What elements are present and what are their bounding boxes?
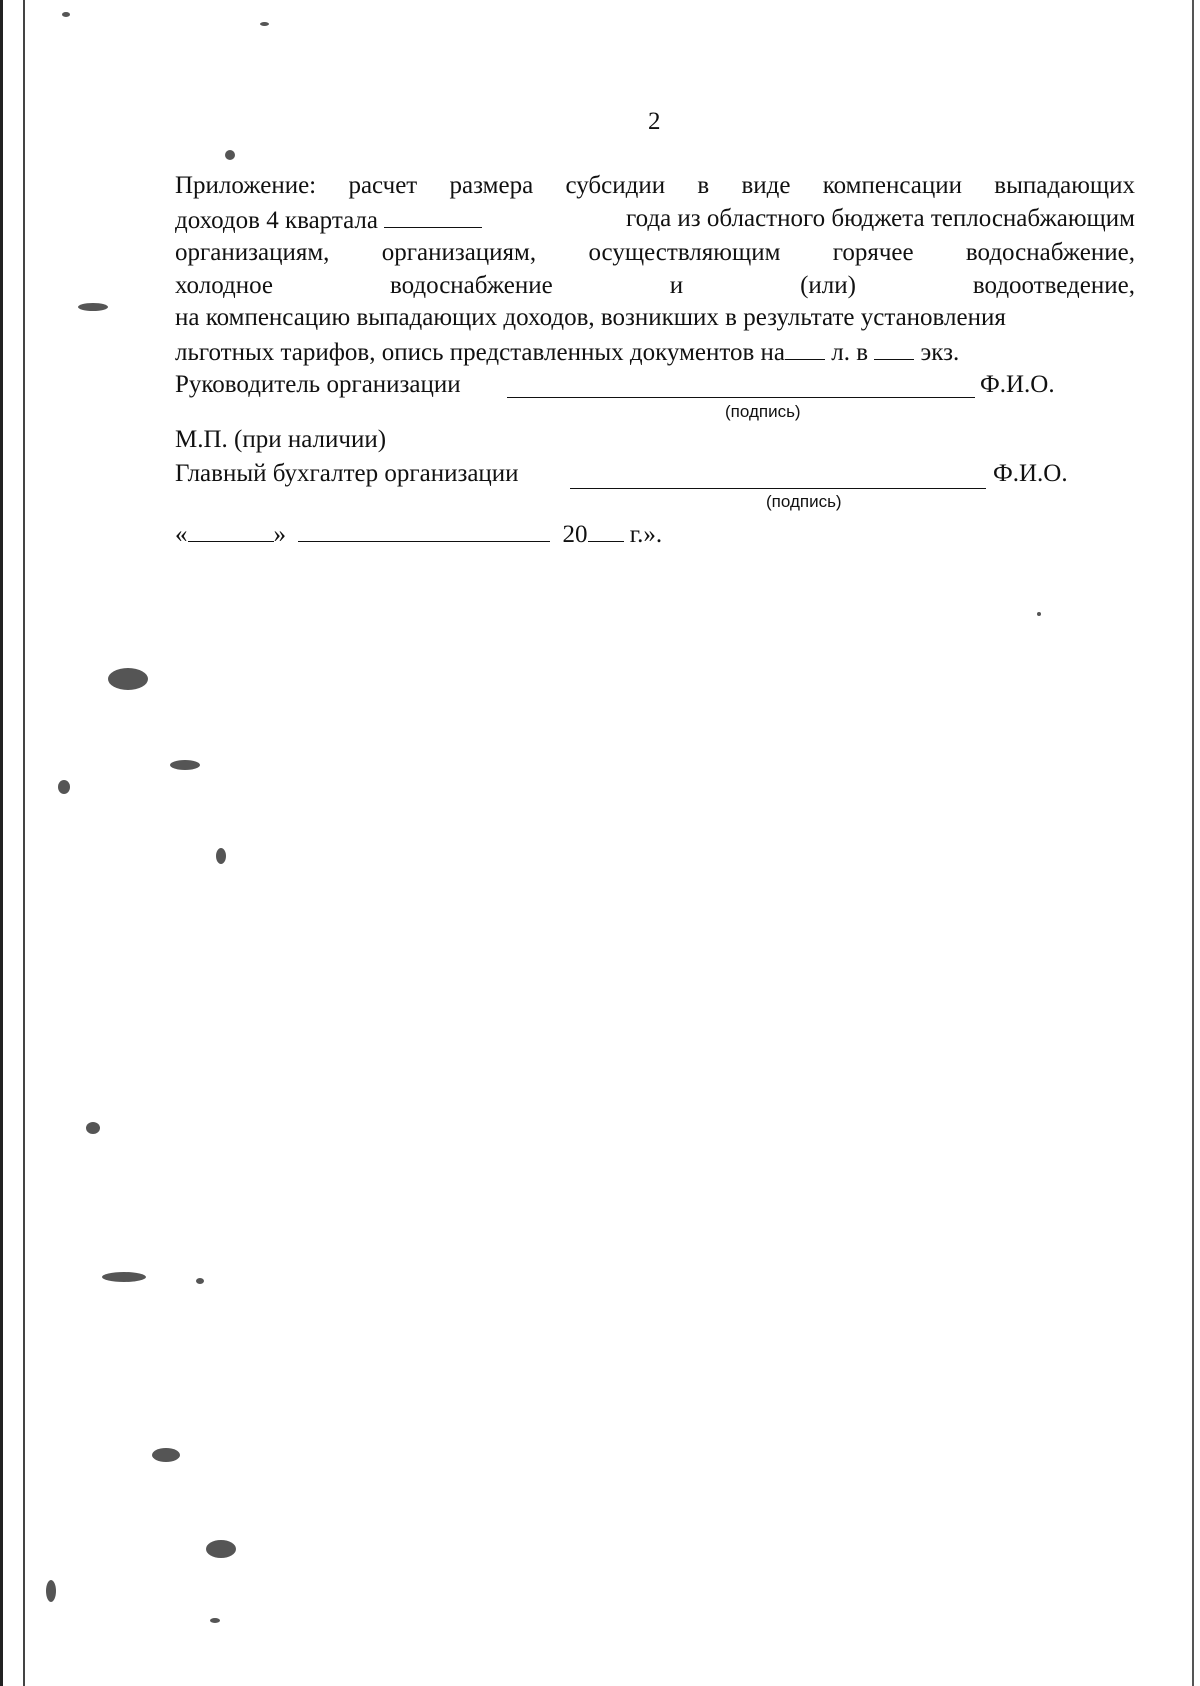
head-fio: Ф.И.О. [980,371,1055,398]
accountant-fio: Ф.И.О. [993,460,1068,487]
word: осуществляющим [588,239,781,266]
document-body [175,170,1135,401]
year-blank-date [588,517,624,542]
appendix-line-4 [175,270,1135,303]
appendix-line-6 [175,335,1135,370]
year-blank [384,203,482,228]
word: организациям, [381,239,537,266]
month-blank [298,517,550,542]
sheets-blank [785,335,825,360]
scan-border-right [1192,0,1194,1686]
page-number: 2 [648,108,661,135]
date-line [175,517,662,549]
appendix-text: экз. [914,338,960,366]
date-suffix: г.». [629,521,663,548]
appendix-line-2 [175,203,1135,238]
scan-border-left [0,0,3,1686]
word: (или) [800,271,856,299]
accountant-label: Главный бухгалтер организации [175,460,519,487]
word: и [669,271,684,299]
head-label: Руководитель организации [175,371,461,398]
appendix-text: л. в [825,338,875,366]
year-prefix: 20 [562,521,588,548]
word: расчет [348,172,418,199]
scan-border-left-inner [23,0,25,1686]
head-signature-row [175,369,1135,401]
appendix-line-3 [175,237,1135,270]
accountant-signature-line [570,488,986,489]
date-close-quote: » [273,521,286,548]
word: водоснабжение, [965,239,1135,266]
word: водоотведение, [972,271,1135,299]
appendix-line-1 [175,170,1135,203]
head-signature-caption: (подпись) [725,402,801,421]
word: водоснабжение [389,271,553,299]
word: компенсации [822,172,962,199]
appendix-text: доходов 4 квартала [175,206,385,234]
word: горячее [832,239,914,266]
word: Приложение: [175,172,317,199]
appendix-text: года из областного бюджета теплоснабжающим [625,204,1135,232]
day-blank [188,517,274,542]
word: виде [741,172,791,199]
accountant-signature-caption: (подпись) [766,492,842,511]
appendix-paragraph [175,170,1135,369]
word: субсидии [565,172,666,199]
word: организациям, [175,239,330,266]
accountant-signature-row [175,460,1135,492]
appendix-line-5: на компенсацию выпадающих доходов, возникших в результате установления [175,304,1006,331]
word: холодное [175,271,273,299]
stamp-note: М.П. (при наличии) [175,426,387,453]
appendix-text: льготных тарифов, опись представленных документов на [175,338,785,366]
head-signature-line [507,397,975,398]
date-open-quote: « [175,521,188,548]
word: выпадающих [994,172,1135,199]
word: размера [449,172,534,199]
copies-blank [874,335,914,360]
word: в [697,172,710,199]
